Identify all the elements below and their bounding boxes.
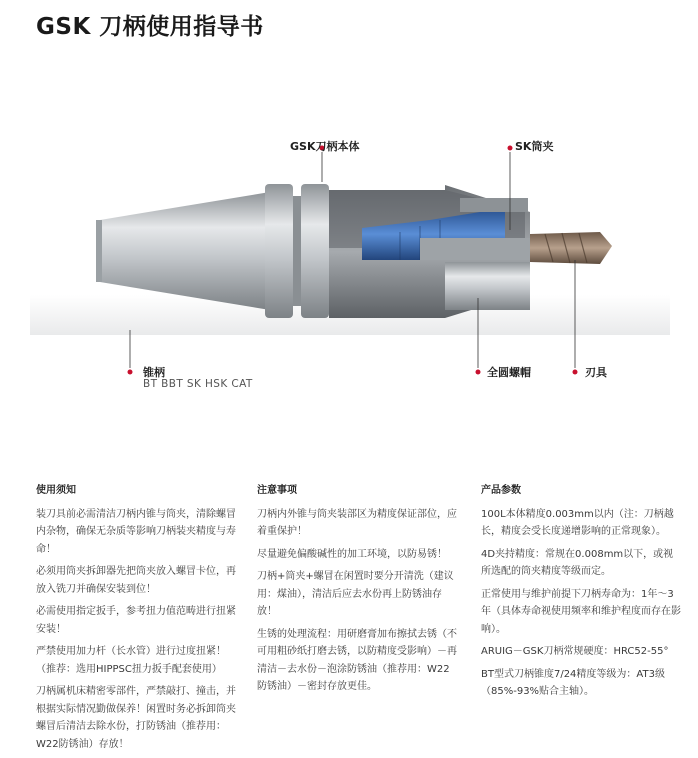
paragraph: 必须用筒夹拆卸器先把筒夹放入螺冒卡位，再放入铣刀并确保安装到位！: [36, 566, 236, 595]
precautions-column: [257, 482, 459, 701]
paragraph: 必需使用指定扳手，参考扭力值范畴进行扭紧安装！: [36, 606, 236, 635]
usage-notes-column: [36, 482, 236, 758]
callout-tool: 刃具: [585, 366, 607, 379]
tool-flutes: [530, 232, 612, 264]
paragraph: 4D夹持精度：常规在0.008mm以下，或视所选配的筒夹精度等级而定。: [481, 548, 674, 577]
paragraph: 装刀具前必需清洁刀柄内锥与筒夹，清除螺冒内杂物，确保无杂质等影响刀柄装夹精度与寿命！: [36, 508, 236, 555]
taper-end: [96, 220, 102, 282]
column-heading: 产品参数: [481, 485, 521, 496]
callout-sk-collet: SK筒夹: [515, 140, 554, 153]
paragraph: 生锈的处理流程：用研磨膏加布擦拭去锈（不可用粗砂纸打磨去锈，以防精度受影响）－再清洁－去水份－泡涂防锈油（推荐用：W22防锈油）－密封存放更佳。: [257, 628, 457, 692]
tool-shank: [420, 238, 530, 260]
paragraph: BT型式刀柄锥度7/24精度等级为：AT3级（85%-93%贴合主轴）。: [481, 668, 665, 697]
callout-nut: 全圆螺帽: [487, 366, 531, 379]
paragraph: 刀柄属机床精密零部件，严禁敲打、撞击，并根据实际情况勤做保养！闲置时务必拆卸筒夹螺冒后清洁去除水份，打防锈油（推荐用：W22防锈油）存放！: [36, 686, 236, 750]
column-heading: 使用须知: [36, 485, 76, 496]
callout-taper: 锥柄: [143, 366, 165, 379]
taper-cone: [100, 192, 270, 310]
paragraph: 严禁使用加力杆（长水管）进行过度扭紧！（推荐：选用HIPPSC扭力扳手配套使用）: [36, 646, 226, 675]
callout-holder-body: GSK刀柄本体: [290, 140, 360, 153]
paragraph: 刀柄内外锥与筒夹装部区为精度保证部位，应着重保护！: [257, 508, 457, 537]
nut: [445, 262, 530, 310]
paragraph: ARUIG－GSK刀柄常规硬度：HRC52-55°: [481, 646, 669, 657]
paragraph: 尽量避免偏酸碱性的加工环境，以防易锈！: [257, 548, 447, 560]
paragraph: 正常使用与维护前提下刀柄寿命为：1年～3年（具体寿命视使用频率和维护程度而存在影响）。: [481, 588, 681, 635]
nut-thread: [460, 198, 528, 212]
tool-holder-illustration: [0, 120, 698, 400]
page-title: GSK 刀柄使用指导书: [36, 14, 264, 40]
paragraph: 刀柄+筒夹+螺冒在闲置时要分开清洗（建议用：煤油），清洁后应去水份再上防锈油存放！: [257, 571, 454, 617]
paragraph: 100L本体精度0.003mm以内（注：刀柄越长，精度会受长度递增影响的正常现象）。: [481, 508, 674, 537]
callout-taper-types: BT BBT SK HSK CAT: [143, 378, 253, 390]
column-heading: 注意事项: [257, 485, 297, 496]
flange-left: [265, 184, 293, 318]
product-params-column: [481, 482, 681, 706]
flange-groove: [293, 196, 301, 306]
flange-right: [301, 184, 329, 318]
